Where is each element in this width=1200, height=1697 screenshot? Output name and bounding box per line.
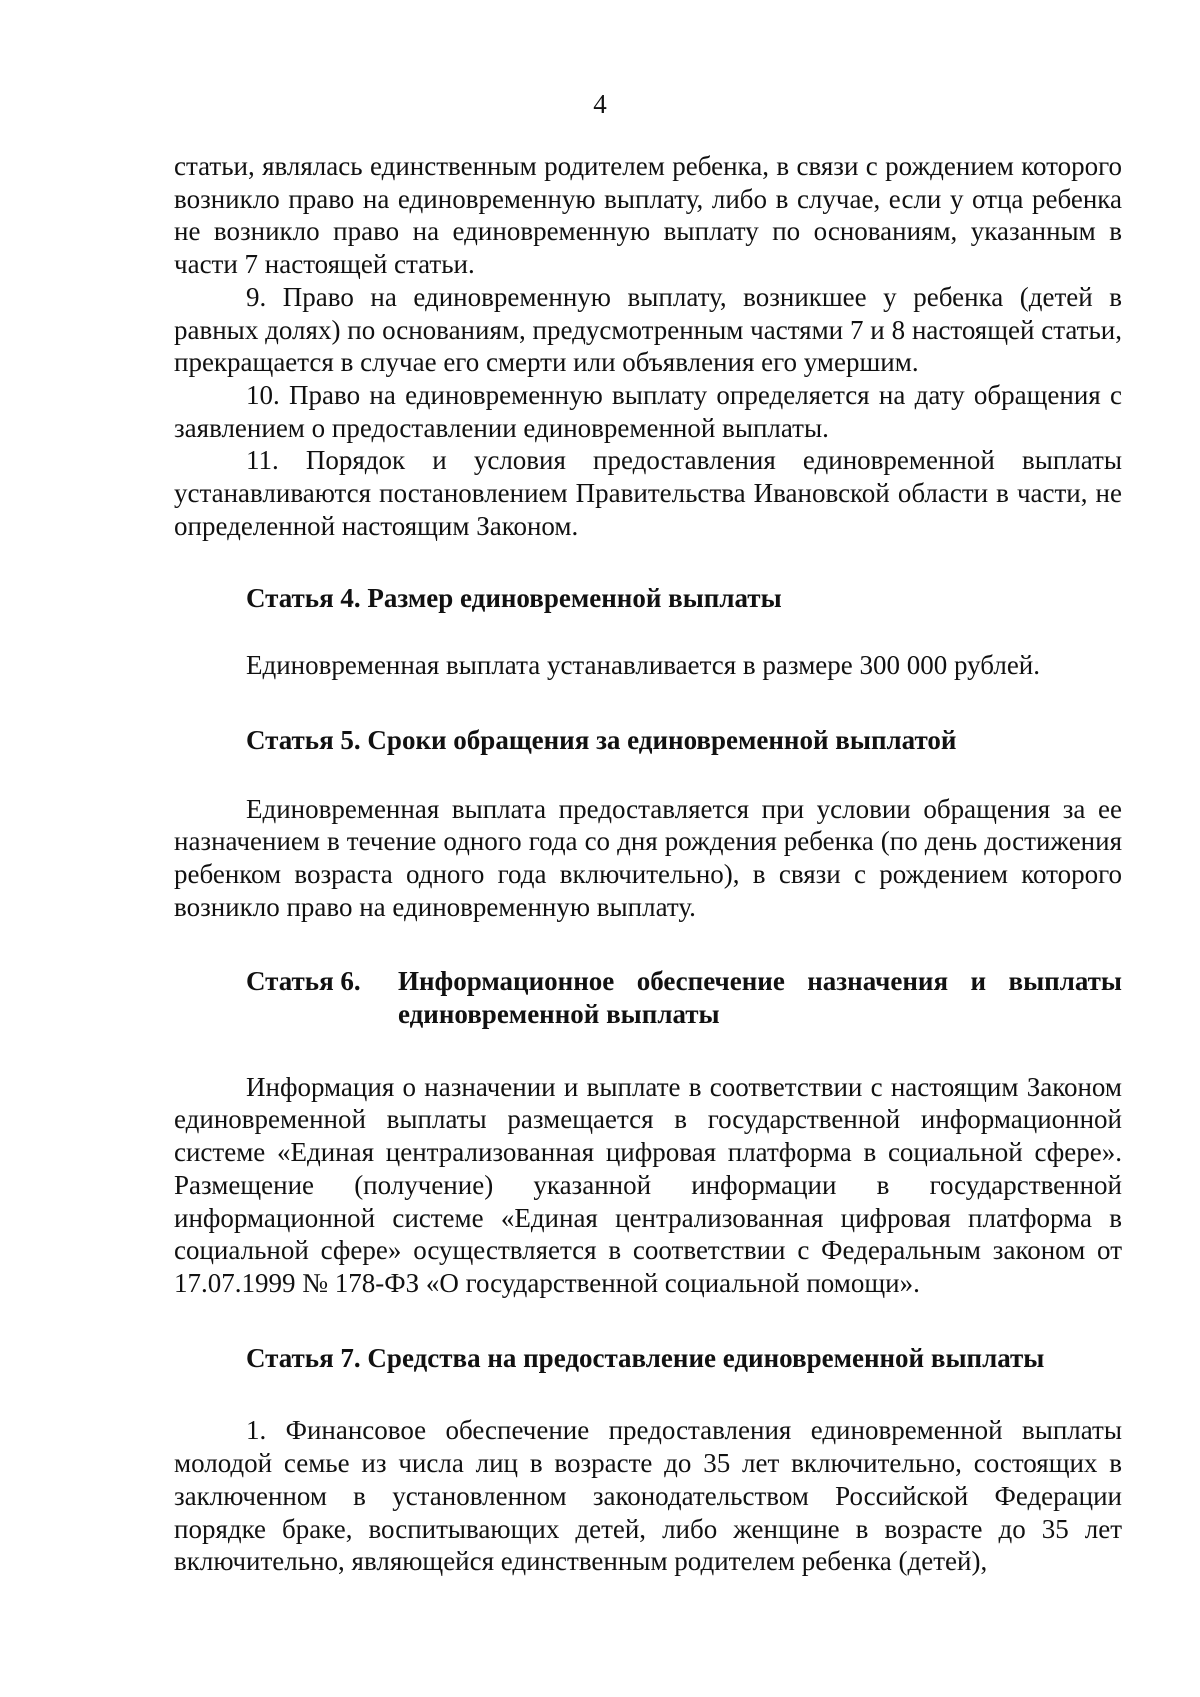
article-7-heading: Статья 7. Средства на предоставление единовременной выплаты [246,1342,1045,1373]
article-4-text: Единовременная выплата устанавливается в размере 300 000 рублей. [246,650,1041,681]
article-5-text: Единовременная выплата предоставляется при условии обращения за ее назначением в течение одного года со дня рождения ребенка (по день достижения ребенком возраста одного года включительно), в связи с рождением которого возникло право на единовременную выплату. [174,793,1122,922]
document-body [174,150,1122,1578]
article-5-heading: Статья 5. Сроки обращения за единовременной выплатой [246,724,957,755]
article-6-heading-title: Информационное обеспечение назначения и выплаты единовременной выплаты [398,966,1122,1030]
article-7-paragraph-1: 1. Финансовое обеспечение предоставления единовременной выплаты молодой семье из числа лиц в возрасте до 35 лет включительно, состоящих в заключенном в установленном законодательством Российской Федерации порядке браке, воспитывающих детей, либо женщине в возрасте до 35 лет включительно, являющейся единственным родителем ребенка (детей), [174,1415,1122,1577]
page-number: 4 [593,89,607,119]
article-4-heading: Статья 4. Размер единовременной выплаты [246,583,782,614]
article-6-text: Информация о назначении и выплате в соответствии с настоящим Законом единовременной выплаты размещается в государственной информационной системе «Единая централизованная цифровая платформа в социальной сфере». Размещение (получение) указанной информации в государственной информационной системе «Единая централизованная цифровая платформа в социальной сфере» осуществляется в соответствии с Федеральным законом от 17.07.1999 № 178-ФЗ «О государственной социальной помощи». [174,1071,1122,1298]
paragraph-10: 10. Право на единовременную выплату определяется на дату обращения с заявлением о предоставлении единовременной выплаты. [174,379,1122,443]
paragraph-11: 11. Порядок и условия предоставления единовременной выплаты устанавливаются постановлением Правительства Ивановской области в части, не определенной настоящим Законом. [174,445,1122,541]
article-6-heading-number: Статья 6. [246,966,361,997]
paragraph-continuation: статьи, являлась единственным родителем ребенка, в связи с рождением которого возникло право на единовременную выплату, либо в случае, если у отца ребенка не возникло право на единовременную выплату по основаниям, указанным в части 7 настоящей статьи. [174,151,1122,280]
article-6-heading [174,965,1122,1030]
paragraph-9: 9. Право на единовременную выплату, возникшее у ребенка (детей в равных долях) по основаниям, предусмотренным частями 7 и 8 настоящей статьи, прекращается в случае его смерти или объявления его умершим. [174,281,1122,378]
